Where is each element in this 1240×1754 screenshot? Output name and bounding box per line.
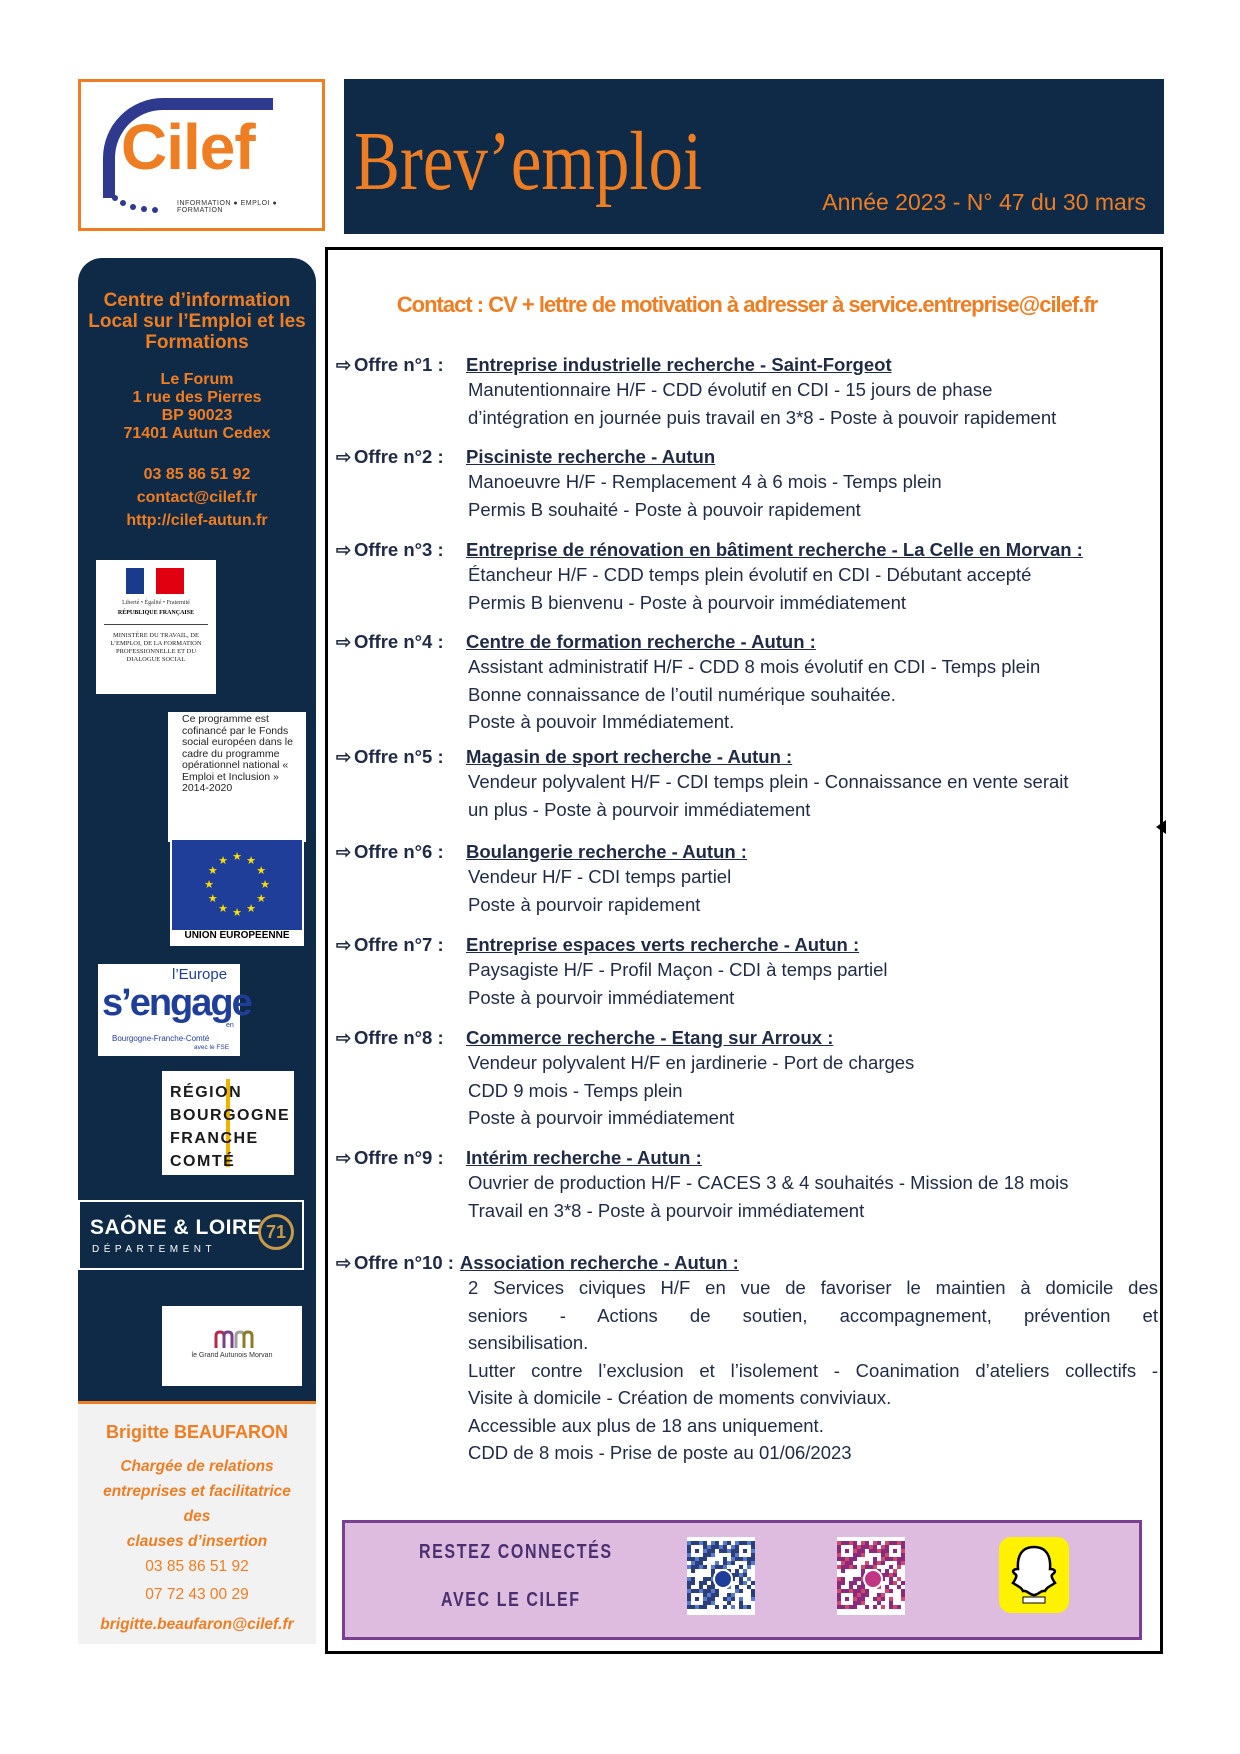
address-block: [78, 371, 316, 443]
region-text: [170, 1081, 290, 1173]
offer-item: [336, 539, 1146, 616]
phone-number: 03 85 86 51 92: [143, 466, 251, 483]
offer-number: Offre n°7 :: [354, 934, 444, 955]
qr-module: [853, 1565, 857, 1569]
arrow-right-icon: ⇨: [336, 632, 352, 652]
qr-center-logo-icon: [863, 1569, 883, 1589]
offer-line: Vendeur polyvalent H/F en jardinerie - Port de charges: [468, 1052, 915, 1073]
logo-text: Cilef: [121, 111, 255, 183]
social-heading-line-2: AVEC LE CILEF: [441, 1589, 581, 1611]
newsletter-title: Brev’emploi: [354, 115, 703, 208]
arrow-right-icon: ⇨: [336, 747, 352, 767]
qr-module: [703, 1565, 707, 1569]
offer-line: sensibilisation.: [468, 1332, 589, 1353]
offer-line: Manoeuvre H/F - Remplacement 4 à 6 mois - Temps plein: [468, 471, 942, 492]
cilef-logo: [78, 79, 325, 231]
triangle-marker-icon: [1156, 820, 1166, 834]
europe-region-text: Bourgogne-Franche-Comté: [112, 1034, 210, 1043]
qr-module: [873, 1605, 877, 1609]
qr-module: [841, 1581, 845, 1585]
europe-en-text: en: [226, 1022, 234, 1029]
facebook-qr-icon[interactable]: [687, 1537, 755, 1615]
qr-module: [897, 1565, 901, 1569]
offer-number: Offre n°4 :: [354, 631, 444, 652]
offers-frame: [325, 247, 1163, 1654]
qr-center-logo-icon: [713, 1569, 733, 1589]
saone-badge-icon: 71: [258, 1214, 294, 1250]
offer-line: Étancheur H/F - CDD temps plein évolutif en CDI - Débutant accepté: [468, 564, 1032, 585]
eu-star-icon: ★: [218, 903, 228, 916]
region-line: COMTÉ: [170, 1153, 236, 1170]
social-heading-line-1: RESTEZ CONNECTÉS: [419, 1541, 613, 1563]
qr-module: [715, 1593, 719, 1597]
offer-line: un plus - Poste à pourvoir immédiatement: [468, 798, 811, 820]
offer-line: CDD 9 mois - Temps plein: [468, 1079, 683, 1101]
offer-line: CDD de 8 mois - Prise de poste au 01/06/2023: [468, 1442, 852, 1463]
gam-text: le Grand Autunois Morvan: [191, 1352, 273, 1359]
saone-sub-text: DÉPARTEMENT: [92, 1244, 217, 1255]
qr-module: [739, 1589, 743, 1593]
offer-title: Pisciniste recherche - Autun: [466, 446, 716, 467]
ministry-divider: [104, 624, 208, 625]
offer-line: Bonne connaissance de l’outil numérique souhaitée.: [468, 683, 896, 705]
offer-title: Entreprise espaces verts recherche - Autun :: [466, 934, 860, 955]
saone-et-loire-logo: [78, 1200, 304, 1270]
offer-line: Manutentionnaire H/F - CDD évolutif en CDI - 15 jours de phase: [468, 379, 993, 400]
header-banner: [344, 79, 1164, 234]
arrow-right-icon: ⇨: [336, 1028, 352, 1048]
offer-item: [336, 1147, 1146, 1224]
qr-module: [747, 1565, 751, 1569]
offer-title: Commerce recherche - Etang sur Arroux :: [466, 1027, 834, 1048]
qr-module: [845, 1549, 849, 1553]
offer-title: Intérim recherche - Autun :: [466, 1147, 702, 1168]
offer-line: Poste à pouvoir Immédiatement.: [468, 711, 735, 732]
offer-item: [336, 446, 1146, 523]
qr-module: [703, 1605, 707, 1609]
fse-notice: [168, 712, 306, 842]
offer-line: Assistant administratif H/F - CDD 8 mois évolutif en CDI - Temps plein: [468, 656, 1041, 677]
qr-module: [853, 1605, 857, 1609]
offer-line: Accessible aux plus de 18 ans uniquement.: [468, 1414, 824, 1436]
address-line: 71401 Autun Cedex: [123, 425, 271, 442]
arrow-right-icon: ⇨: [336, 1148, 352, 1168]
eu-star-icon: ★: [232, 907, 242, 919]
offer-line: seniors - Actions de soutien, accompagnement, prévention et: [468, 1304, 1158, 1326]
social-banner: [342, 1520, 1142, 1640]
region-line: RÉGION: [170, 1084, 243, 1101]
region-line: BOURGOGNE: [170, 1107, 291, 1124]
offer-line: Poste à pourvoir immédiatement: [468, 986, 735, 1008]
qr-module: [751, 1581, 755, 1585]
europe-fse-text: avec le FSE: [194, 1044, 230, 1051]
region-bfc-logo: [162, 1071, 294, 1175]
eu-star-icon: ★: [256, 893, 267, 905]
offer-line: Visite à domicile - Création de moments conviviaux.: [468, 1387, 892, 1408]
arrow-right-icon: ⇨: [336, 355, 352, 375]
logo-tagline: INFORMATION ● EMPLOI ● FORMATION: [177, 200, 278, 214]
organization-name: Centre d’information Local sur l’Emploi et les Formations: [88, 290, 306, 353]
qr-module: [751, 1597, 755, 1601]
qr-module: [881, 1561, 885, 1565]
marianne-blue-shape: [126, 568, 144, 594]
eu-flag-icon: [172, 840, 302, 930]
address-line: Le Forum: [160, 371, 234, 388]
offer-item: [336, 1027, 1146, 1132]
offer-number: Offre n°3 :: [354, 539, 444, 560]
qr-module: [881, 1605, 885, 1609]
offer-line: Poste à pourvoir immédiatement: [468, 1107, 735, 1128]
saone-main-text: SAÔNE & LOIRE: [90, 1216, 263, 1239]
europe-sengage-logo: [98, 964, 251, 1056]
qr-module: [841, 1569, 845, 1573]
offer-line: Travail en 3*8 - Poste à pourvoir immédiatement: [468, 1199, 865, 1221]
email-link[interactable]: contact@cilef.fr: [136, 489, 258, 506]
offer-line: Vendeur polyvalent H/F - CDI temps plein - Connaissance en vente serait: [468, 771, 1069, 792]
eu-star-icon: ★: [260, 879, 270, 891]
qr-module: [711, 1553, 715, 1557]
offer-line: 2 Services civiques H/F en vue de favoriser le maintien à domicile des: [468, 1277, 1158, 1298]
person-name: Brigitte BEAUFARON: [105, 1422, 288, 1442]
grand-autunois-logo: [162, 1306, 302, 1386]
qr-module: [703, 1557, 707, 1561]
offer-title: Association recherche - Autun :: [459, 1252, 739, 1273]
offer-item: [336, 934, 1146, 1011]
offer-line: Ouvrier de production H/F - CACES 3 & 4 souhaités - Mission de 18 mois: [468, 1172, 1069, 1193]
offer-item: [336, 631, 1146, 736]
eu-logo: [170, 838, 304, 946]
contact-instruction: Contact : CV + lettre de motivation à adresser à service.entreprise@cilef.fr: [396, 292, 1098, 317]
ministry-motto: Liberté • Égalité • Fraternité: [122, 600, 190, 606]
qr-module: [893, 1549, 897, 1553]
offer-number: Offre n°6 :: [354, 841, 444, 862]
eu-star-icon: ★: [246, 903, 256, 916]
qr-module: [889, 1589, 893, 1593]
address-line: BP 90023: [161, 407, 233, 424]
fse-notice-text: Ce programme est cofinancé par le Fonds social européen dans le cadre du programme opérationnel national « Emploi et Inclusion » 2014-2020: [182, 713, 293, 794]
qr-module: [731, 1605, 735, 1609]
qr-module: [715, 1605, 719, 1609]
offer-title: Centre de formation recherche - Autun :: [466, 631, 816, 652]
contact-person-card: [78, 1401, 316, 1644]
qr-module: [865, 1605, 869, 1609]
role-line: entreprises et facilitatrice: [103, 1483, 291, 1500]
qr-module: [861, 1553, 865, 1557]
eu-star-icon: ★: [256, 865, 267, 877]
sidebar: [78, 258, 316, 1401]
offer-line: Permis B bienvenu - Poste à pourvoir immédiatement: [468, 591, 907, 613]
contact-block: [78, 463, 316, 532]
qr-module: [845, 1597, 849, 1601]
offer-line: Paysagiste H/F - Profil Maçon - CDI à temps partiel: [468, 959, 888, 980]
role-line: des: [183, 1508, 211, 1525]
eu-star-icon: ★: [232, 851, 242, 863]
snapchat-icon[interactable]: [999, 1537, 1069, 1613]
issue-info: Année 2023 - N° 47 du 30 mars: [822, 189, 1146, 215]
qr-module: [731, 1561, 735, 1565]
qr-module: [901, 1597, 905, 1601]
eu-star-icon: ★: [207, 893, 218, 905]
qr-module: [897, 1605, 901, 1609]
eu-star-icon: ★: [218, 854, 228, 867]
person-phone-2: 07 72 43 00 29: [145, 1586, 249, 1603]
person-phone-1: 03 85 86 51 92: [145, 1558, 249, 1575]
arrow-right-icon: ⇨: [336, 1253, 352, 1273]
person-email-link[interactable]: brigitte.beaufaron@cilef.fr: [100, 1616, 294, 1633]
qr-module: [731, 1597, 735, 1601]
offer-number: Offre n°1 :: [354, 354, 444, 375]
qr-module: [865, 1593, 869, 1597]
arrow-right-icon: ⇨: [336, 842, 352, 862]
arrow-right-icon: ⇨: [336, 447, 352, 467]
qr-module: [901, 1561, 905, 1565]
qr-module: [695, 1549, 699, 1553]
eu-star-icon: ★: [207, 865, 218, 877]
offer-item: [336, 746, 1146, 823]
instagram-qr-icon[interactable]: [837, 1537, 905, 1615]
region-line: FRANCHE: [170, 1130, 259, 1147]
qr-module: [723, 1605, 727, 1609]
offer-line: Poste à pourvoir rapidement: [468, 893, 701, 915]
europe-small-text: l’Europe: [172, 966, 228, 983]
ministry-logo: [96, 560, 216, 694]
marianne-red-shape: [156, 568, 184, 594]
qr-module: [751, 1561, 755, 1565]
snapchat-ghost-icon: [999, 1537, 1069, 1613]
offer-title: Magasin de sport recherche - Autun :: [466, 746, 793, 767]
offer-title: Entreprise de rénovation en bâtiment recherche - La Celle en Morvan :: [466, 539, 1083, 560]
qr-module: [695, 1597, 699, 1601]
offer-line: Lutter contre l’exclusion et l’isolement - Coanimation d’ateliers collectifs -: [468, 1359, 1158, 1381]
offer-number: Offre n°10 :: [354, 1252, 454, 1273]
qr-module: [743, 1549, 747, 1553]
eu-stars-icon: [172, 840, 302, 930]
qr-module: [747, 1605, 751, 1609]
offer-number: Offre n°5 :: [354, 746, 444, 767]
qr-module: [901, 1581, 905, 1585]
europe-big-text: s’engage: [102, 982, 251, 1024]
offer-title: Boulangerie recherche - Autun :: [466, 841, 747, 862]
ministry-name: MINISTÈRE DU TRAVAIL, DE L’EMPLOI, DE LA FORMATION PROFESSIONNELLE ET DU DIALOGUE SOCIAL: [110, 632, 202, 663]
qr-module: [691, 1581, 695, 1585]
arrow-right-icon: ⇨: [336, 540, 352, 560]
offer-line: d’intégration en journée puis travail en 3*8 - Poste à pouvoir rapidement: [468, 406, 1057, 428]
offer-item: [336, 1252, 1158, 1467]
offer-line: Vendeur H/F - CDI temps partiel: [468, 866, 732, 887]
eu-star-icon: ★: [246, 854, 256, 867]
logo-dots-icon: [109, 194, 169, 214]
offer-number: Offre n°8 :: [354, 1027, 444, 1048]
offer-title: Entreprise industrielle recherche - Saint-Forgeot: [466, 354, 892, 375]
gam-mark-icon: [214, 1330, 254, 1348]
address-line: 1 rue des Pierres: [132, 389, 262, 406]
qr-module: [691, 1569, 695, 1573]
eu-star-icon: ★: [204, 879, 214, 891]
offer-item: [336, 354, 1146, 431]
role-line: Chargée de relations: [120, 1458, 274, 1475]
ministry-republic: RÉPUBLIQUE FRANÇAISE: [117, 610, 195, 616]
offer-line: Permis B souhaité - Poste à pouvoir rapidement: [468, 498, 861, 520]
offer-number: Offre n°2 :: [354, 446, 444, 467]
qr-module: [881, 1597, 885, 1601]
offer-number: Offre n°9 :: [354, 1147, 444, 1168]
person-role: [78, 1454, 316, 1554]
qr-module: [853, 1557, 857, 1561]
eu-label: UNION EUROPEENNE: [184, 930, 290, 941]
role-line: clauses d’insertion: [126, 1533, 268, 1550]
website-link[interactable]: http://cilef-autun.fr: [126, 512, 268, 529]
offer-item: [336, 841, 1146, 918]
arrow-right-icon: ⇨: [336, 935, 352, 955]
